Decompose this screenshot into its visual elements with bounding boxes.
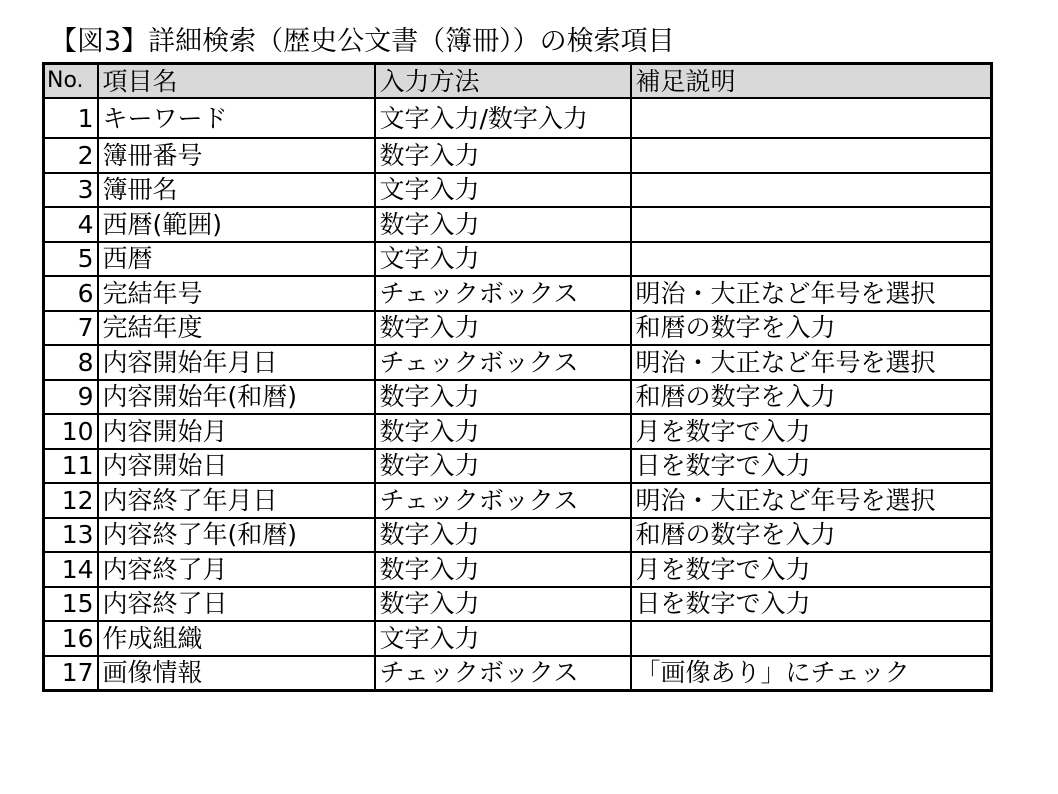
row-input-method: 文字入力/数字入力 [375,98,631,138]
row-note [631,138,992,173]
row-input-method: 数字入力 [375,380,631,415]
row-no: 9 [44,380,98,415]
header-input-method: 入力方法 [375,64,631,99]
row-item-name: 内容終了年月日 [98,483,375,518]
table-row [44,552,992,587]
row-no: 14 [44,552,98,587]
row-note [631,242,992,277]
header-item-name: 項目名 [98,64,375,99]
row-item-name: 内容終了日 [98,587,375,622]
row-input-method: 文字入力 [375,173,631,208]
table-row [44,98,992,138]
row-item-name: 内容開始月 [98,414,375,449]
row-no: 7 [44,311,98,346]
table-row [44,518,992,553]
row-no: 2 [44,138,98,173]
row-no: 16 [44,621,98,656]
table-row [44,380,992,415]
row-no: 6 [44,276,98,311]
row-note: 和暦の数字を入力 [631,380,992,415]
row-no: 3 [44,173,98,208]
row-input-method: 文字入力 [375,242,631,277]
row-no: 4 [44,207,98,242]
header-note: 補足説明 [631,64,992,99]
table-row [44,587,992,622]
row-note: 「画像あり」にチェック [631,656,992,691]
row-note: 日を数字で入力 [631,449,992,484]
row-note: 和暦の数字を入力 [631,311,992,346]
row-item-name: 内容開始日 [98,449,375,484]
table-row [44,656,992,691]
row-item-name: 完結年度 [98,311,375,346]
row-item-name: キーワード [98,98,375,138]
row-input-method: チェックボックス [375,656,631,691]
row-input-method: 数字入力 [375,587,631,622]
table-row [44,138,992,173]
table-row [44,345,992,380]
row-no: 11 [44,449,98,484]
row-input-method: 数字入力 [375,449,631,484]
page-title: 【図3】詳細検索（歴史公文書（簿冊））の検索項目 [50,26,675,57]
row-no: 1 [44,98,98,138]
row-note [631,207,992,242]
row-input-method: 数字入力 [375,414,631,449]
row-note [631,98,992,138]
row-input-method: 数字入力 [375,311,631,346]
row-input-method: チェックボックス [375,276,631,311]
row-no: 15 [44,587,98,622]
row-input-method: 数字入力 [375,518,631,553]
row-input-method: チェックボックス [375,345,631,380]
row-input-method: 数字入力 [375,138,631,173]
row-note [631,173,992,208]
table-row [44,173,992,208]
row-item-name: 内容終了月 [98,552,375,587]
row-no: 8 [44,345,98,380]
row-note: 日を数字で入力 [631,587,992,622]
row-input-method: チェックボックス [375,483,631,518]
header-no: No. [44,64,98,99]
row-item-name: 内容終了年(和暦) [98,518,375,553]
table-row [44,414,992,449]
table-row [44,207,992,242]
row-item-name: 西暦 [98,242,375,277]
row-no: 17 [44,656,98,691]
row-no: 12 [44,483,98,518]
row-note: 明治・大正など年号を選択 [631,345,992,380]
search-items-table [42,62,993,692]
row-no: 10 [44,414,98,449]
table-row [44,483,992,518]
row-item-name: 西暦(範囲) [98,207,375,242]
row-input-method: 数字入力 [375,207,631,242]
row-input-method: 数字入力 [375,552,631,587]
table-row [44,311,992,346]
row-note: 明治・大正など年号を選択 [631,483,992,518]
row-note: 和暦の数字を入力 [631,518,992,553]
table-row [44,621,992,656]
table-row [44,449,992,484]
row-note: 月を数字で入力 [631,552,992,587]
row-item-name: 簿冊番号 [98,138,375,173]
row-item-name: 作成組織 [98,621,375,656]
row-item-name: 完結年号 [98,276,375,311]
row-no: 13 [44,518,98,553]
table-row [44,242,992,277]
row-note: 明治・大正など年号を選択 [631,276,992,311]
row-item-name: 内容開始年(和暦) [98,380,375,415]
row-item-name: 内容開始年月日 [98,345,375,380]
row-item-name: 画像情報 [98,656,375,691]
row-note [631,621,992,656]
table-row [44,276,992,311]
row-item-name: 簿冊名 [98,173,375,208]
table-header-row [44,64,992,99]
row-note: 月を数字で入力 [631,414,992,449]
row-no: 5 [44,242,98,277]
row-input-method: 文字入力 [375,621,631,656]
